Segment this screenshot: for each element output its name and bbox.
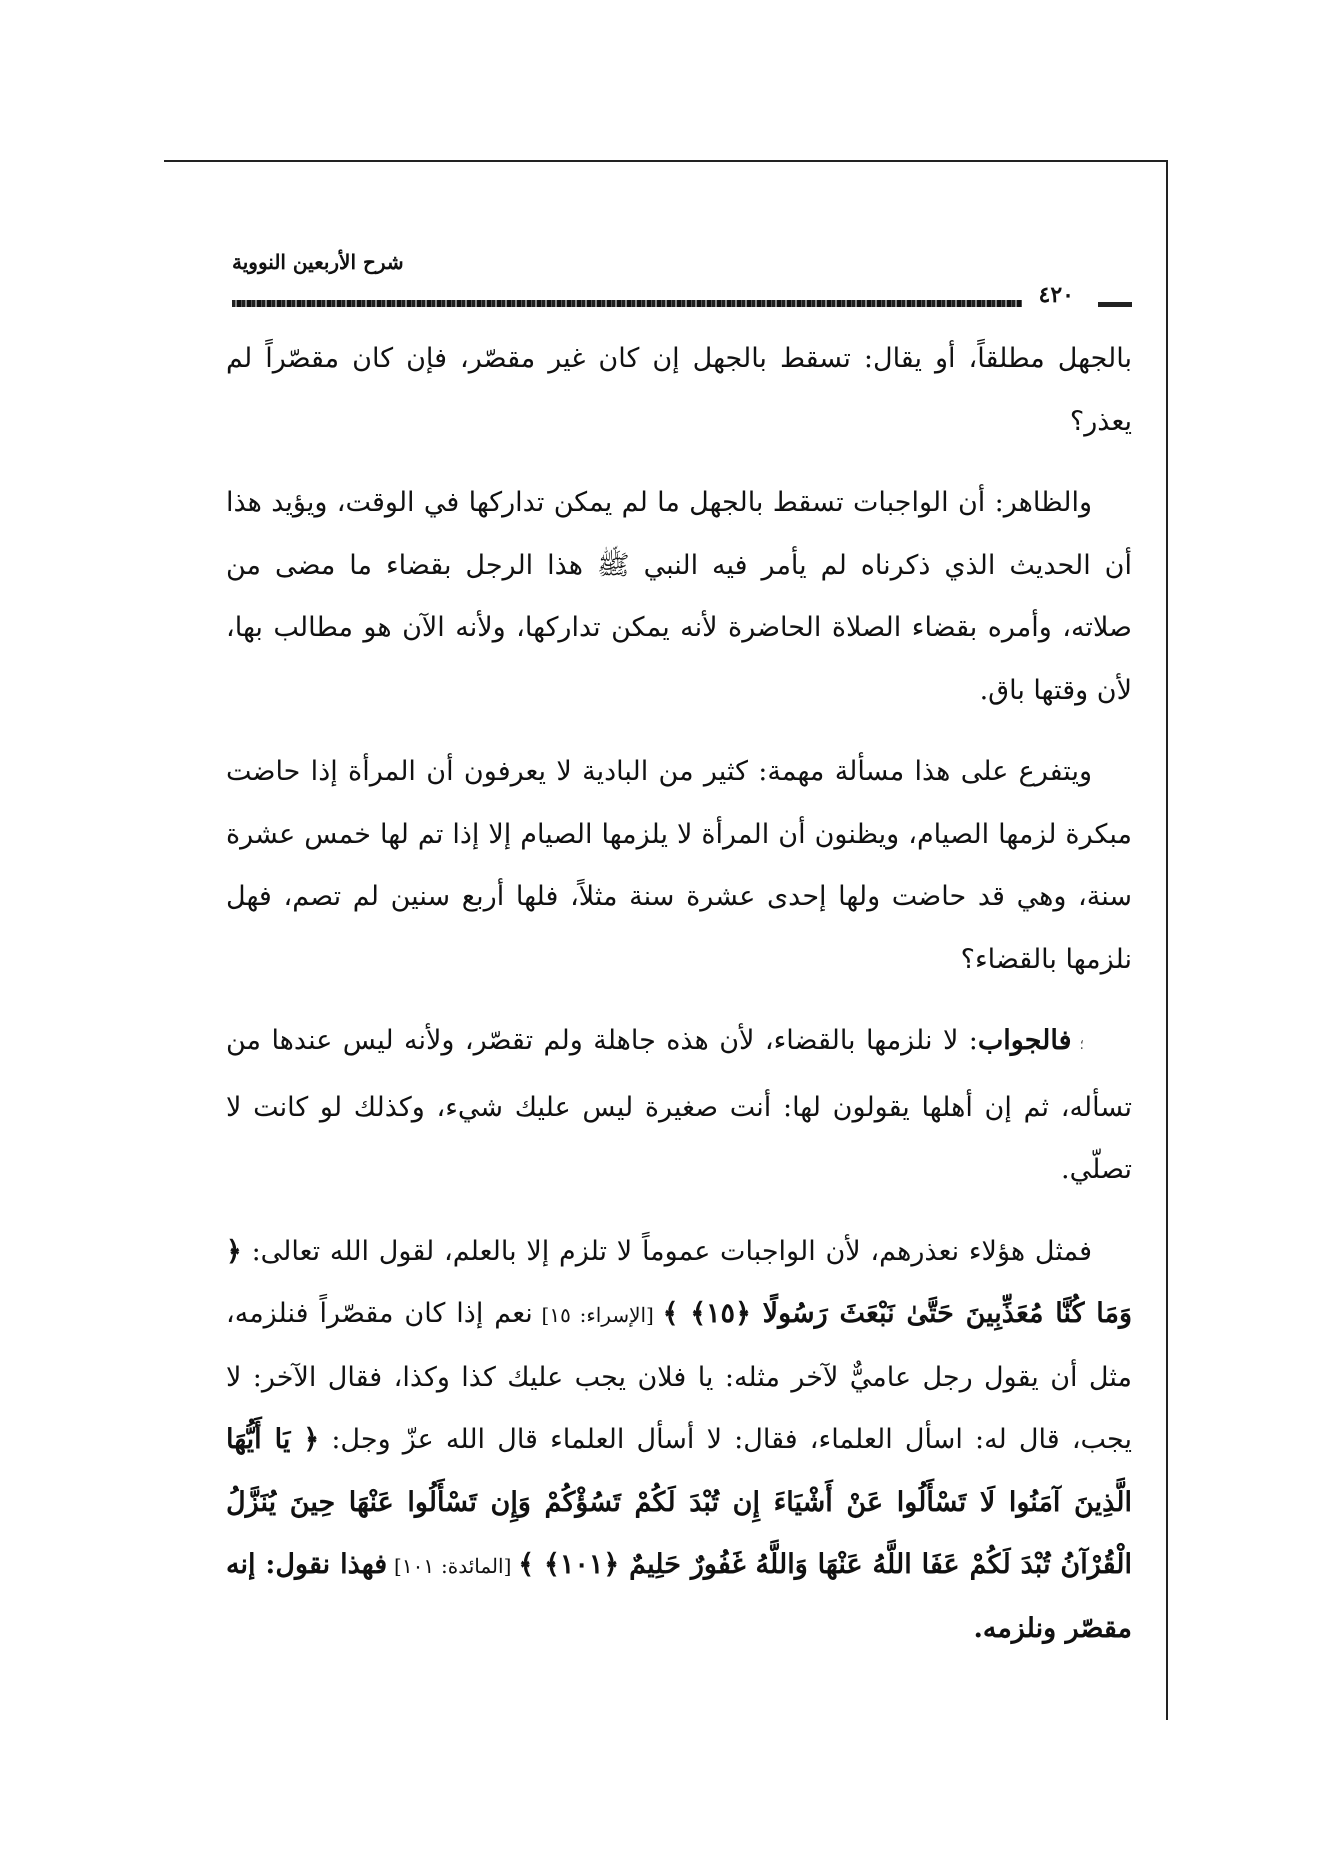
answer-lead: فالجواب (977, 1025, 1072, 1056)
page-body (226, 328, 1132, 1679)
paragraph-1: بالجهل مطلقاً، أو يقال: تسقط بالجهل إن كان غير مقصّر، فإن كان مقصّراً لم يعذر؟ (226, 343, 1133, 437)
running-title: شرح الأربعين النووية (232, 250, 404, 274)
crop-mark-right (1166, 160, 1168, 1720)
paragraph-5-text-2: نعم إذا كان مقصّراً فنلزمه، مثل أن يقول رجل عاميٌّ لآخر مثله: يا فلان يجب عليك كذا وكذا، فقال الآخر: لا يجب، قال له: اسأل العلماء، فقال: لا أسأل العلماء قال الله عزّ وجل: (226, 1298, 1132, 1455)
paragraph-5-text-1: فمثل هؤلاء نعذرهم، لأن الواجبات عموماً لا تلزم إلا بالعلم، لقول الله تعالى: (241, 1235, 1092, 1267)
header-rule-end (1098, 302, 1132, 307)
crop-mark-top (164, 160, 1168, 162)
paragraph-4 (226, 1010, 1132, 1202)
paragraph-2: والظاهر: أن الواجبات تسقط بالجهل ما لم يمكن تداركها في الوقت، ويؤيد هذا أن الحديث الذي ذكرناه لم يأمر فيه النبي ﷺ هذا الرجل بقضاء ما مضى من صلاته، وأمره بقضاء الصلاة الحاضرة لأنه يمكن تداركها، ولأنه الآن هو مطالب بها، لأن وقتها باق. (226, 487, 1132, 706)
header-rule (232, 300, 1022, 307)
verse-reference-2: [المائدة: ١٠١] (387, 1554, 519, 1578)
page-number: ٤٢٠ (1038, 282, 1074, 308)
page-header (232, 250, 1132, 312)
quran-verse-2: ﴿ يَا أَيُّهَا الَّذِينَ آمَنُوا لَا تَسْأَلُوا عَنْ أَشْيَاءَ إِن تُبْدَ لَكُمْ تَسُؤْكُمْ وَإِن تَسْأَلُوا عَنْهَا حِينَ يُنَزَّلُ الْقُرْآنُ تُبْدَ لَكُمْ عَفَا اللَّهُ عَنْهَا وَاللَّهُ غَفُورٌ حَلِيمٌ ﴿١٠١﴾ ﴾ (226, 1424, 1133, 1580)
answer-text: : لا نلزمها بالقضاء، لأن هذه جاهلة ولم تقصّر، ولأنه ليس عندها من تسأله، ثم إن أهلها يقولون لها: أنت صغيرة ليس عليك شيء، وكذلك لو كانت لا تصلّي. (226, 1025, 1132, 1185)
quran-verse-1: ﴿ وَمَا كُنَّا مُعَذِّبِينَ حَتَّىٰ نَبْعَثَ رَسُولًا ﴿١٥﴾ ﴾ (226, 1235, 1132, 1329)
paragraph-3: ويتفرع على هذا مسألة مهمة: كثير من البادية لا يعرفون أن المرأة إذا حاضت مبكرة لزمها الصيام، ويظنون أن المرأة لا يلزمها الصيام إلا إذا تم لها خمس عشرة سنة، وهي قد حاضت ولها إحدى عشرة سنة مثلاً، فلها أربع سنين لم تصم، فهل نلزمها بالقضاء؟ (226, 756, 1132, 975)
paragraph-5 (226, 1221, 1132, 1661)
verse-reference-1: [الإسراء: ١٥] (532, 1303, 663, 1327)
margin-mark: ؛ (1079, 1037, 1084, 1053)
paragraph-5-conclusion: فهذا نقول: إنه مقصّر ونلزمه. (226, 1549, 1132, 1644)
